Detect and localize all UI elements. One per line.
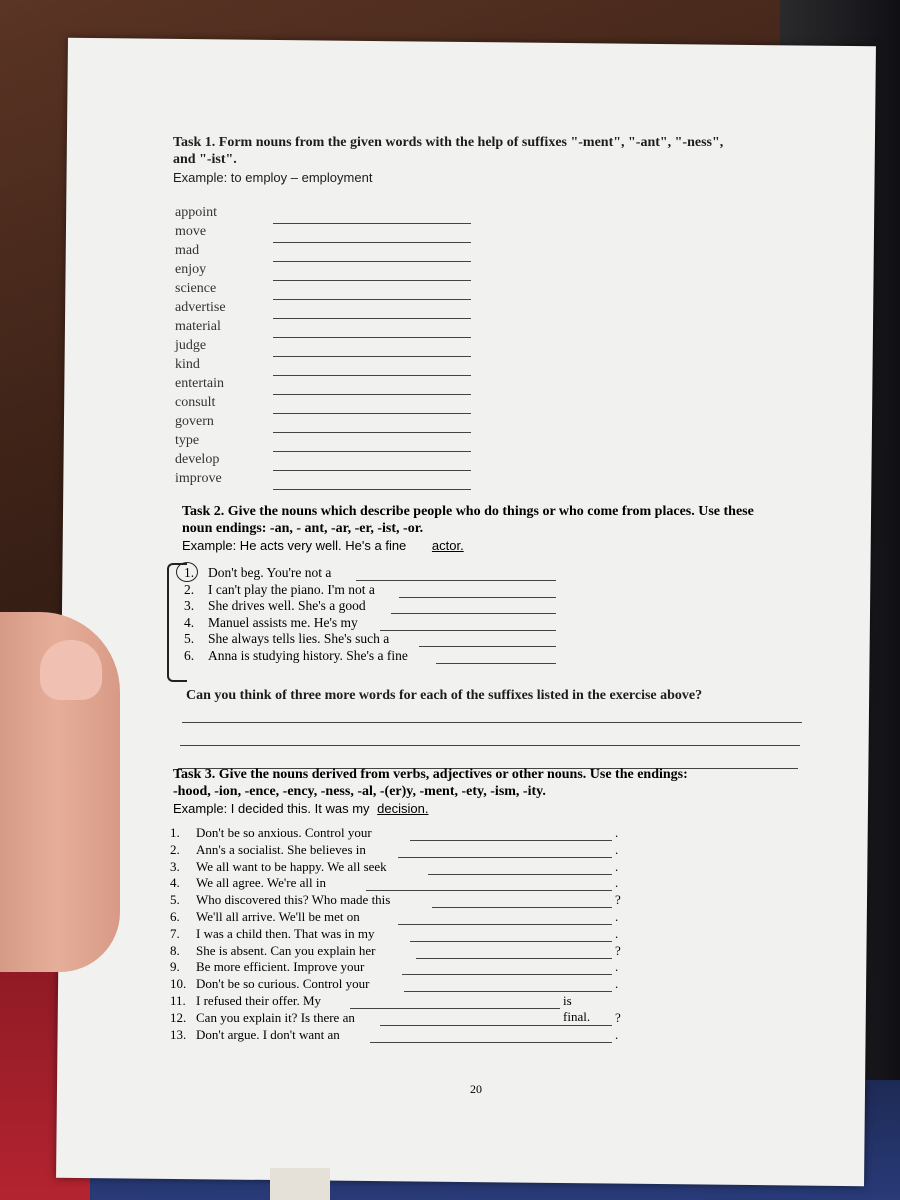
task2-item [184, 615, 408, 632]
item-text: She drives well. She's a good [208, 598, 366, 613]
task3-answer-line[interactable] [416, 958, 612, 959]
item-ending: . [615, 841, 619, 857]
task2-example-text: Example: He acts very well. He's a fine [182, 538, 407, 553]
task3-answer-line[interactable] [410, 941, 612, 942]
task3-item [170, 908, 619, 926]
item-text: Manuel assists me. He's my [208, 614, 358, 630]
item-ending: is final. [563, 992, 591, 1024]
task1-word-row [175, 414, 226, 433]
task2-answer-line[interactable] [419, 646, 556, 647]
task1-word-list [175, 205, 226, 490]
task2-question: Can you think of three more words for each of the suffixes listed in the exercise above? [186, 688, 703, 703]
task1-title-line2: and "-ist". [173, 152, 237, 167]
task1-word-row [175, 262, 226, 281]
task1-word: develop [175, 452, 220, 467]
item-text: She is absent. Can you explain her [196, 942, 376, 958]
task1-answer-line[interactable] [273, 242, 471, 243]
task1-word-row [175, 319, 226, 338]
task3-item [170, 875, 619, 892]
task1-answer-line[interactable] [273, 451, 471, 452]
task3-item [170, 841, 619, 859]
item-number: 8. [170, 942, 180, 958]
task2-items [184, 565, 408, 664]
task1-answer-line[interactable] [273, 261, 471, 262]
task3-item [170, 892, 621, 909]
item-ending: ? [615, 892, 621, 908]
task3-answer-line[interactable] [380, 1025, 612, 1026]
task1-word: govern [175, 414, 214, 429]
task1-word-row [175, 224, 226, 243]
task1-answer-line[interactable] [273, 299, 471, 300]
item-text: Don't be so curious. Control your [196, 976, 370, 992]
task1-word: mad [175, 243, 200, 258]
item-text: Anna is studying history. She's a fine [208, 647, 408, 663]
item-number: 3. [170, 858, 180, 874]
task2-item [184, 598, 408, 615]
item-text: Don't beg. You're not a [208, 565, 332, 580]
task3-example-text: Example: I decided this. It was my [173, 801, 370, 816]
task1-answer-line[interactable] [273, 318, 471, 319]
item-text: I was a child then. That was in my [196, 925, 375, 941]
item-ending: . [615, 825, 619, 840]
task1-word-row [175, 281, 226, 300]
task1-word: appoint [175, 205, 217, 220]
task3-item [170, 1009, 621, 1027]
item-text: She always tells lies. She's such a [208, 631, 390, 646]
item-number: 2. [184, 581, 195, 597]
task2-item [184, 565, 408, 582]
task1-word-row [175, 395, 226, 414]
task1-example: Example: to employ – employment [173, 170, 373, 185]
item-text: I can't play the piano. I'm not a [208, 581, 375, 597]
task3-answer-line[interactable] [402, 974, 612, 975]
item-number: 6. [184, 647, 195, 663]
item-ending: . [615, 1026, 619, 1042]
task3-title-line2: -hood, -ion, -ence, -ency, -ness, -al, -(er)y, -ment, -ety, -ism, -ity. [173, 784, 546, 799]
item-text: Don't argue. I don't want an [196, 1026, 340, 1042]
task1-word-row [175, 471, 226, 490]
item-number: 11. [170, 992, 186, 1008]
task3-example-answer: decision. [377, 801, 429, 816]
item-number: 2. [170, 841, 180, 857]
task1-title-line1: Task 1. Form nouns from the given words with the help of suffixes "-ment", "-ant", "-ness", [173, 135, 724, 150]
task1-answer-line[interactable] [273, 413, 471, 414]
task3-answer-line[interactable] [410, 840, 612, 841]
item-ending: . [615, 908, 619, 924]
task1-word: kind [175, 357, 200, 372]
item-text: Be more efficient. Improve your [196, 959, 365, 975]
task2-item [184, 631, 408, 648]
item-number: 7. [170, 925, 180, 941]
task1-word: improve [175, 471, 222, 486]
task1-word-row [175, 205, 226, 224]
task3-answer-line[interactable] [398, 924, 612, 925]
item-number: 4. [184, 614, 195, 630]
task1-word: consult [175, 395, 216, 410]
task2-item [184, 582, 408, 599]
item-ending: ? [615, 942, 621, 958]
book-under-paper [270, 1168, 330, 1200]
task1-answer-line[interactable] [273, 223, 471, 224]
item-text: I refused their offer. My [196, 992, 322, 1008]
task1-word: science [175, 281, 217, 296]
task3-items [170, 825, 621, 1043]
task2-title-line1: Task 2. Give the nouns which describe people who do things or who come from places. Use these [182, 504, 754, 519]
task3-item [170, 925, 619, 943]
item-ending: . [615, 858, 619, 874]
task1-word: entertain [175, 376, 224, 391]
task1-answer-line[interactable] [273, 470, 471, 471]
task1-answer-line[interactable] [273, 356, 471, 357]
item-number: 1. [170, 825, 180, 840]
task3-answer-line[interactable] [432, 907, 612, 908]
task3-answer-line[interactable] [370, 1042, 612, 1043]
task2-title-line2: noun endings: -an, - ant, -ar, -er, -ist, -or. [182, 521, 424, 536]
task1-answer-line[interactable] [273, 394, 471, 395]
task1-word: move [175, 224, 207, 239]
task1-word: type [175, 433, 200, 448]
task3-answer-line[interactable] [398, 857, 612, 858]
task3-answer-line[interactable] [366, 890, 612, 891]
task3-item [170, 825, 619, 842]
task3-answer-line[interactable] [428, 874, 612, 875]
task3-header [173, 766, 823, 816]
item-number: 10. [170, 976, 187, 992]
task1-answer-line[interactable] [273, 280, 471, 281]
task2-answer-line[interactable] [391, 613, 556, 614]
item-number: 6. [170, 908, 180, 924]
item-number: 13. [170, 1026, 187, 1042]
task1-word-row [175, 452, 226, 471]
page-number: 20 [470, 1082, 482, 1096]
item-text: Can you explain it? Is there an [196, 1009, 355, 1025]
task3-item [170, 976, 619, 993]
task1-word: enjoy [175, 262, 207, 277]
task1-word-row [175, 376, 226, 395]
task3-item [170, 959, 619, 976]
task1-word: material [175, 319, 221, 334]
task2-answer-line[interactable] [436, 663, 556, 664]
task1-answer-line[interactable] [273, 375, 471, 376]
answer-line-1[interactable] [182, 722, 802, 723]
task2-example-answer: actor. [431, 538, 464, 553]
item-number: 4. [170, 875, 180, 891]
task1-answer-line[interactable] [273, 489, 471, 490]
task1-word-row [175, 338, 226, 357]
task3-item [170, 1026, 619, 1044]
task1-word-row [175, 243, 226, 262]
item-ending: . [615, 875, 619, 891]
item-text: We all agree. We're all in [196, 875, 326, 891]
item-ending: . [615, 976, 619, 992]
item-number: 1. [184, 565, 195, 580]
item-text: We'll all arrive. We'll be met on [196, 908, 360, 924]
task1-word: advertise [175, 300, 226, 315]
item-text: We all want to be happy. We all seek [196, 858, 387, 874]
item-ending: . [615, 925, 619, 941]
item-text: Don't be so anxious. Control your [196, 825, 372, 840]
thumbnail [40, 640, 102, 700]
item-number: 9. [170, 959, 180, 975]
item-text: Ann's a socialist. She believes in [196, 841, 366, 857]
task1-word: judge [175, 338, 207, 353]
task3-item [170, 942, 621, 960]
task2-answer-line[interactable] [399, 597, 556, 598]
task1-word-row [175, 357, 226, 376]
item-text: Who discovered this? Who made this [196, 892, 391, 908]
item-ending: ? [615, 1009, 621, 1025]
task1-word-row [175, 300, 226, 319]
item-ending: . [615, 959, 619, 975]
task3-item [170, 858, 619, 876]
task2-header [182, 503, 832, 553]
item-number: 5. [184, 631, 195, 646]
task1-answer-line[interactable] [273, 337, 471, 338]
answer-line-2[interactable] [180, 745, 800, 746]
item-number: 12. [170, 1009, 187, 1025]
task2-item [184, 648, 408, 665]
item-number: 5. [170, 892, 180, 908]
task1-answer-line[interactable] [273, 432, 471, 433]
item-number: 3. [184, 598, 195, 613]
task1-word-row [175, 433, 226, 452]
task3-title-line1: Task 3. Give the nouns derived from verbs, adjectives or other nouns. Use the endings: [173, 767, 688, 782]
